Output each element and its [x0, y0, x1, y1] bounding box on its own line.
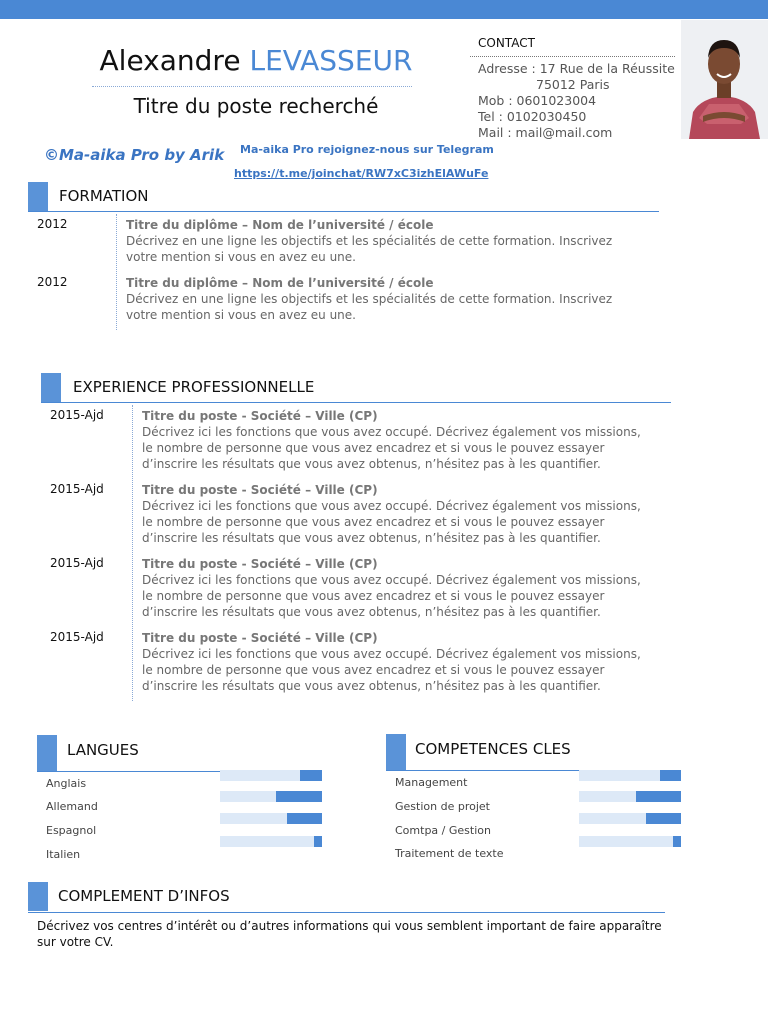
competence-level-bar [579, 791, 681, 802]
competence-label: Traitement de texte [395, 847, 504, 860]
formation-desc: Décrivez en une ligne les objectifs et les spécialités de cette formation. Inscrivez votre mention si vous en avez eu une. [126, 292, 613, 322]
experience-position: Titre du poste - Société – Ville (CP) [142, 557, 378, 571]
person-photo-icon [681, 20, 768, 139]
profile-photo [681, 20, 768, 139]
langue-level-fill [314, 836, 322, 847]
experience-desc: Décrivez ici les fonctions que vous avez occupé. Décrivez également vos missions, le nombre de personne que vous avez encadrez et si vous le pouvez essayer d’inscrire les résultats que vous avez obtenus, n’hésitez pas à les quantifier. [142, 499, 641, 545]
complement-marker [28, 882, 48, 911]
experience-year: 2015-Ajd [50, 630, 104, 644]
langue-level-bar [220, 770, 322, 781]
competence-level-bar [579, 770, 681, 781]
competence-label: Gestion de projet [395, 800, 490, 813]
contact-title: CONTACT [478, 36, 535, 50]
experience-timeline [132, 405, 133, 701]
langue-level-fill [300, 770, 322, 781]
experience-body [142, 408, 647, 472]
formation-desc: Décrivez en une ligne les objectifs et les spécialités de cette formation. Inscrivez votre mention si vous en avez eu une. [126, 234, 613, 264]
experience-desc: Décrivez ici les fonctions que vous avez occupé. Décrivez également vos missions, le nombre de personne que vous avez encadrez et si vous le pouvez essayer d’inscrire les résultats que vous avez obtenus, n’hésitez pas à les quantifier. [142, 647, 641, 693]
contact-tel: Tel : 0102030450 [478, 109, 587, 124]
telegram-link[interactable]: https://t.me/joinchat/RW7xC3izhElAWuFe [234, 167, 489, 180]
contact-mobile: Mob : 0601023004 [478, 93, 597, 108]
competence-label: Comtpa / Gestion [395, 824, 491, 837]
competence-level-bar [579, 813, 681, 824]
contact-mail: Mail : mail@mail.com [478, 125, 613, 140]
experience-body [142, 630, 647, 694]
langues-divider [37, 771, 220, 772]
experience-year: 2015-Ajd [50, 556, 104, 570]
experience-title: EXPERIENCE PROFESSIONNELLE [73, 378, 315, 396]
experience-year: 2015-Ajd [50, 482, 104, 496]
formation-degree: Titre du diplôme – Nom de l’université / école [126, 218, 434, 232]
langues-title: LANGUES [67, 741, 139, 759]
experience-body [142, 556, 647, 620]
formation-year: 2012 [37, 275, 68, 289]
experience-position: Titre du poste - Société – Ville (CP) [142, 631, 378, 645]
first-name: Alexandre [99, 44, 241, 77]
experience-position: Titre du poste - Société – Ville (CP) [142, 409, 378, 423]
langue-label: Italien [46, 848, 81, 861]
formation-year: 2012 [37, 217, 68, 231]
experience-year: 2015-Ajd [50, 408, 104, 422]
job-title: Titre du poste recherché [133, 94, 379, 118]
complement-title: COMPLEMENT D’INFOS [58, 887, 230, 905]
competence-level-fill [646, 813, 681, 824]
experience-desc: Décrivez ici les fonctions que vous avez occupé. Décrivez également vos missions, le nombre de personne que vous avez encadrez et si vous le pouvez essayer d’inscrire les résultats que vous avez obtenus, n’hésitez pas à les quantifier. [142, 573, 641, 619]
contact-city: 75012 Paris [536, 77, 610, 92]
langue-label: Anglais [46, 777, 87, 790]
formation-marker [28, 182, 48, 211]
contact-address: Adresse : 17 Rue de la Réussite [478, 61, 675, 76]
top-accent-bar [0, 0, 768, 19]
langue-level-fill [287, 813, 322, 824]
langue-level-bar [220, 836, 322, 847]
langues-marker [37, 735, 57, 771]
experience-desc: Décrivez ici les fonctions que vous avez occupé. Décrivez également vos missions, le nombre de personne que vous avez encadrez et si vous le pouvez essayer d’inscrire les résultats que vous avez obtenus, n’hésitez pas à les quantifier. [142, 425, 641, 471]
contact-details [478, 61, 675, 141]
complement-divider [28, 912, 665, 913]
competence-level-fill [636, 791, 681, 802]
competence-level-fill [673, 836, 681, 847]
experience-body [142, 482, 647, 546]
name-divider [92, 86, 412, 87]
langue-level-bar [220, 791, 322, 802]
last-name: LEVASSEUR [249, 44, 413, 77]
formation-timeline [116, 214, 117, 330]
langue-level-bar [220, 813, 322, 824]
competences-title: COMPETENCES CLES [415, 740, 571, 758]
formation-degree: Titre du diplôme – Nom de l’université / école [126, 276, 434, 290]
telegram-label: Ma-aika Pro rejoignez-nous sur Telegram [240, 143, 494, 156]
langue-level-fill [276, 791, 322, 802]
complement-text: Décrivez vos centres d’intérêt ou d’autres informations qui vous semblent important de faire apparaître sur votre CV. [37, 919, 662, 949]
competence-level-bar [579, 836, 681, 847]
experience-divider [41, 402, 671, 403]
brand-credit: ©Ma-aika Pro by Arik [44, 146, 225, 164]
formation-body [126, 275, 636, 323]
competence-level-fill [660, 770, 681, 781]
langue-label: Allemand [46, 800, 98, 813]
formation-divider [28, 211, 659, 212]
langue-label: Espagnol [46, 824, 97, 837]
experience-marker [41, 373, 61, 402]
competences-divider [386, 770, 579, 771]
candidate-name [60, 44, 452, 77]
competences-marker [386, 734, 406, 770]
contact-divider [470, 56, 675, 57]
competence-label: Management [395, 776, 468, 789]
experience-position: Titre du poste - Société – Ville (CP) [142, 483, 378, 497]
formation-body [126, 217, 636, 265]
formation-title: FORMATION [59, 187, 149, 205]
